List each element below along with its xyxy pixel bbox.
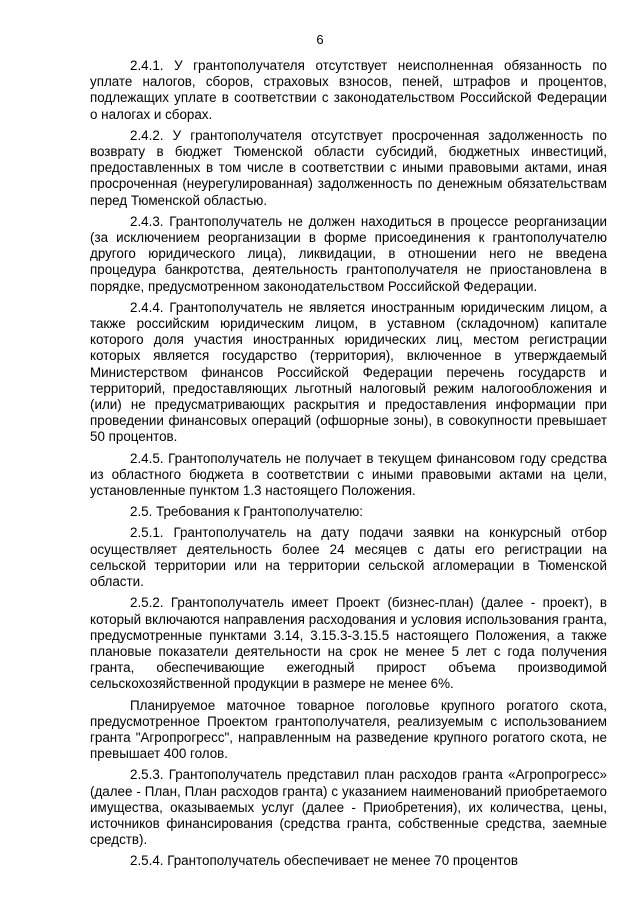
paragraph-2-5: 2.5. Требования к Грантополучателю: — [130, 504, 364, 520]
paragraph-2-4-4: 2.4.4. Грантополучатель не является иностранным юридическим лицом, а также российским юридическим лицом, в уставном (складочном) капитале которого доля участия иностранных юридических лиц, местом регистрации которых является государство (территория), включенное в утверждаемый Министерством финансов Российской Федерации перечень государств и территорий, предоставляющих льготный налоговый режим налогообложения и (или) не предусматривающих раскрытия и предоставления информации при проведении финансовых операций (офшорные зоны), в совокупности превышает 50 процентов. — [90, 299, 607, 445]
document-body — [90, 58, 607, 875]
paragraph-2-5-3: 2.5.3. Грантополучатель представил план расходов гранта «Агропрогресс» (далее - План, План расходов гранта) с указанием наименований приобретаемого имущества, оказываемых услуг (далее - Приобретения), их количества, цены, источников финансирования (средства гранта, собственные средства, заемные средств). — [90, 767, 607, 848]
paragraph-2-4-2: 2.4.2. У грантополучателя отсутствует просроченная задолженность по возврату в бюджет Тюменской области субсидий, бюджетных инвестиций, предоставленных в том числе в соответствии с иными правовыми актами, иная просроченная (неурегулированная) задолженность по денежным обязательствам перед Тюменской областью. — [90, 127, 607, 208]
paragraph-2-5-1: 2.5.1. Грантополучатель на дату подачи заявки на конкурсный отбор осуществляет деятельность более 24 месяцев с даты его регистрации на сельской территории или на территории сельской агломерации в Тюменской области. — [90, 525, 607, 590]
paragraph-2-4-3: 2.4.3. Грантополучатель не должен находиться в процессе реорганизации (за исключением реорганизации в форме присоединения к грантополучателю другого юридического лица), ликвидации, в отношении него не введена процедура банкротства, деятельность грантополучателя не приостановлена в порядке, предусмотренном законодательством Российской Федерации. — [90, 213, 607, 294]
paragraph-2-5-4: 2.5.4. Грантополучатель обеспечивает не менее 70 процентов — [130, 853, 518, 869]
page-number: 6 — [316, 32, 324, 47]
paragraph-livestock-limit: Планируемое маточное товарное поголовье крупного рогатого скота, предусмотренное Проектом грантополучателя, реализуемым с использованием гранта "Агропрогресс", направленным на разведение крупного рогатого скота, не превышает 400 голов. — [90, 697, 607, 762]
paragraph-2-5-2: 2.5.2. Грантополучатель имеет Проект (бизнес-план) (далее - проект), в который включаются направления расходования и условия использования гранта, предусмотренные пунктами 3.14, 3.15.3-3.15.5 настоящего Положения, а также плановые показатели деятельности на срок не менее 5 лет с года получения гранта, обеспечивающие ежегодный прирост объема производимой сельскохозяйственной продукции в размере не менее 6%. — [90, 595, 607, 692]
paragraph-2-4-1: 2.4.1. У грантополучателя отсутствует неисполненная обязанность по уплате налогов, сборов, страховых взносов, пеней, штрафов и процентов, подлежащих уплате в соответствии с законодательством Российской Федерации о налогах и сборах. — [90, 58, 607, 122]
paragraph-2-4-5: 2.4.5. Грантополучатель не получает в текущем финансовом году средства из областного бюджета в соответствии с иными правовыми актами на цели, установленные пунктом 1.3 настоящего Положения. — [90, 450, 607, 499]
